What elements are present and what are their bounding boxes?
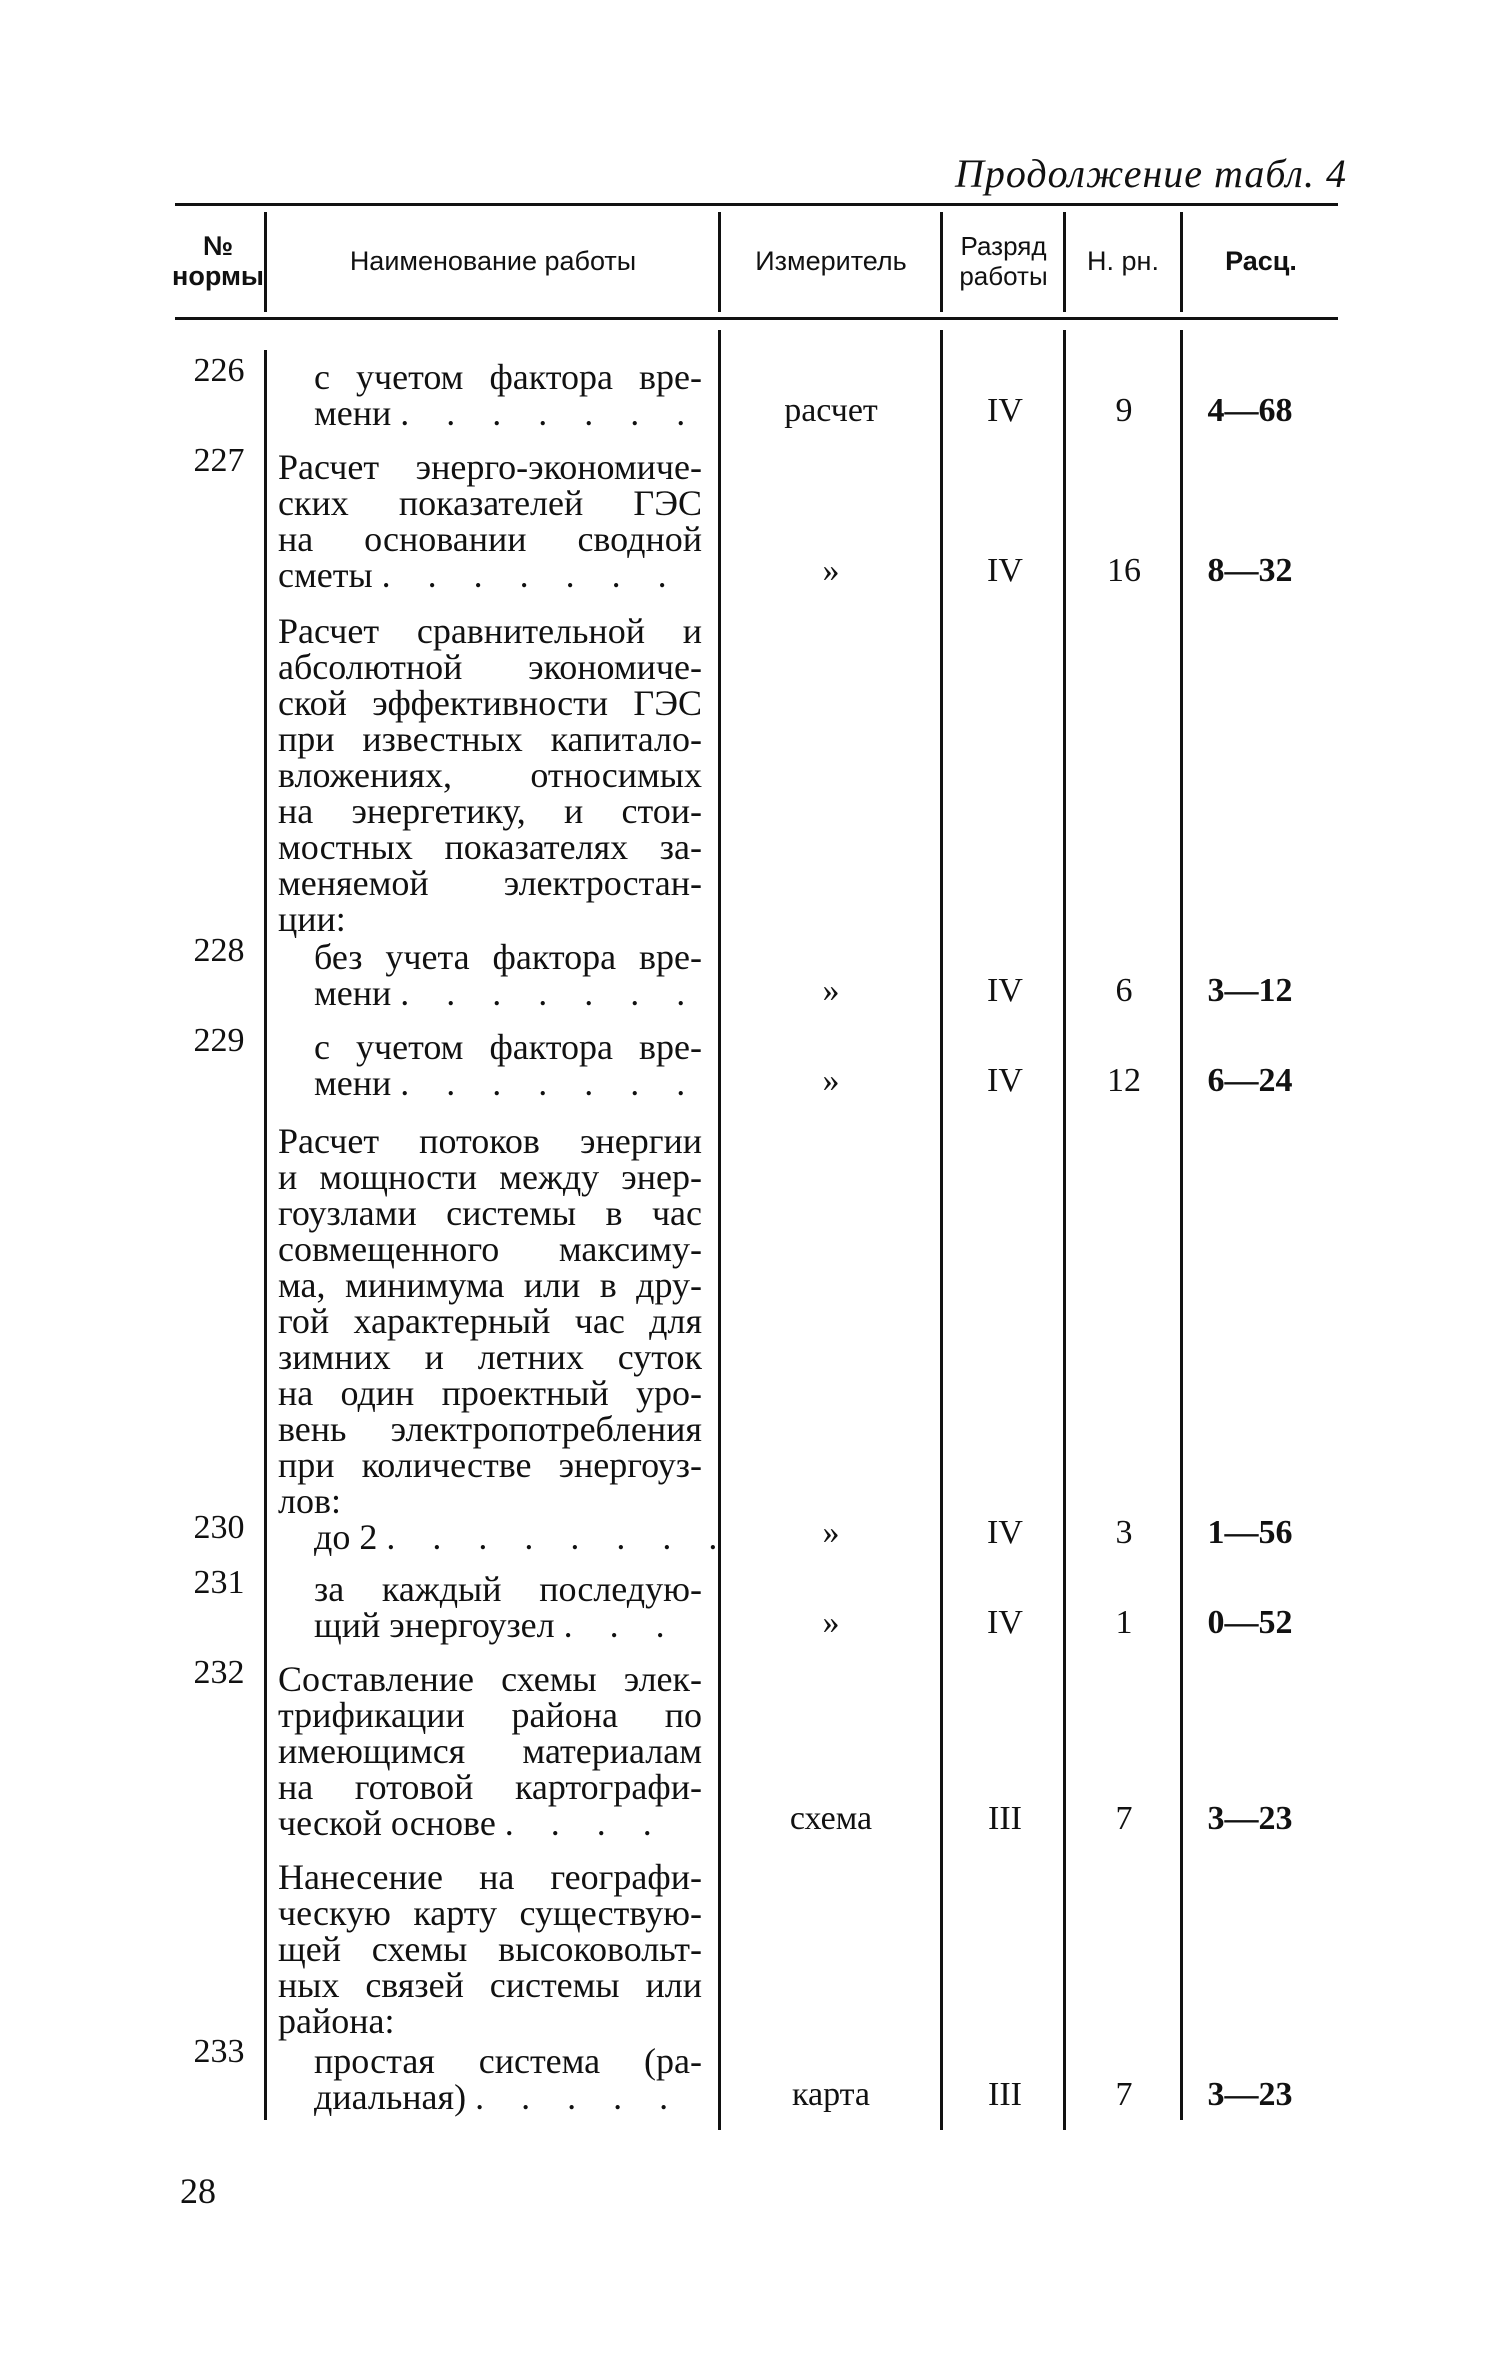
hours-cell: 6 xyxy=(1115,972,1133,1009)
work-name-text: до 2 xyxy=(314,1517,378,1557)
norm-number: 227 xyxy=(193,442,245,479)
grade-cell: III xyxy=(988,1800,1022,1837)
work-name xyxy=(278,359,702,431)
norm-number: 231 xyxy=(193,1564,245,1601)
work-name-line: гоузлами системы в час xyxy=(278,1193,702,1233)
work-name-line: Составление схемы элек- xyxy=(278,1659,702,1699)
dot-leader: . . . . . xyxy=(475,2077,683,2117)
hours-cell: 7 xyxy=(1115,1800,1133,1837)
work-name-line: абсолютной экономиче- xyxy=(278,647,702,687)
rate-cell: 4—68 xyxy=(1207,392,1293,429)
hours-cell: 7 xyxy=(1115,2076,1133,2113)
header-number-label: нормы xyxy=(172,261,264,291)
work-name-line: с учетом фактора вре- xyxy=(314,357,702,397)
header-number-symbol: № xyxy=(202,231,234,261)
work-name-line xyxy=(278,975,702,1011)
column-divider xyxy=(1063,330,1066,2130)
header-divider xyxy=(1180,212,1183,312)
grade-cell: IV xyxy=(987,552,1023,589)
norm-number: 229 xyxy=(193,1022,245,1059)
work-name-line xyxy=(278,2079,702,2115)
header-divider xyxy=(718,212,721,312)
dot-leader: . . . . . . . xyxy=(381,555,681,595)
work-name-line: трификации района по xyxy=(278,1695,702,1735)
work-name-line: и мощности между энер- xyxy=(278,1157,702,1197)
work-name xyxy=(278,1029,702,1101)
column-divider xyxy=(264,350,267,2120)
hours-cell: 9 xyxy=(1115,392,1133,429)
work-name-line: при известных капитало- xyxy=(278,719,702,759)
rate-cell: 6—24 xyxy=(1207,1062,1293,1099)
work-name-line xyxy=(278,1065,702,1101)
measure-cell: » xyxy=(822,1062,840,1099)
work-name-line: за каждый последую- xyxy=(314,1569,702,1609)
work-name-text: щий энергоузел xyxy=(314,1605,555,1645)
work-name xyxy=(278,1517,732,1557)
work-name-line: Расчет потоков энергии xyxy=(278,1121,702,1161)
work-name-text: мени xyxy=(314,393,392,433)
work-name-line xyxy=(278,1805,702,1841)
work-name-line: вложениях, относимых xyxy=(278,755,702,795)
header-divider xyxy=(264,212,267,312)
work-name-text: ческой основе xyxy=(278,1803,496,1843)
header-grade-line1: Разряд xyxy=(960,231,1047,261)
grade-cell: IV xyxy=(987,392,1023,429)
work-name-line: имеющимся материалам xyxy=(278,1731,702,1771)
work-name-line: мостных показателях за- xyxy=(278,827,702,867)
work-name-line xyxy=(278,1517,732,1557)
work-name-line: района: xyxy=(278,2001,395,2041)
work-name-text: мени xyxy=(314,1063,392,1103)
header-divider xyxy=(940,212,943,312)
work-name xyxy=(278,939,702,1011)
grade-cell: IV xyxy=(987,1604,1023,1641)
norm-number: 230 xyxy=(193,1509,245,1546)
measure-cell: » xyxy=(822,1514,840,1551)
header-number xyxy=(172,205,264,317)
rate-cell: 8—32 xyxy=(1207,552,1293,589)
work-name-line: ских показателей ГЭС xyxy=(278,483,702,523)
work-name-line: ции: xyxy=(278,899,346,939)
work-name-line: лов: xyxy=(278,1481,341,1521)
dot-leader: . . . . . . . xyxy=(400,393,700,433)
work-name-line: ма, минимума или в дру- xyxy=(278,1265,702,1305)
work-name-line: на один проектный уро- xyxy=(278,1373,702,1413)
page-number: 28 xyxy=(180,2171,216,2211)
work-name-line: простая система (ра- xyxy=(314,2041,702,2081)
norm-number: 226 xyxy=(193,352,245,389)
work-name-line: при количестве энергоуз- xyxy=(278,1445,702,1485)
measure-cell: » xyxy=(822,552,840,589)
work-name-line: гой характерный час для xyxy=(278,1301,702,1341)
work-name-line: ческую карту существую- xyxy=(278,1893,702,1933)
rate-cell: 1—56 xyxy=(1207,1514,1293,1551)
hours-cell: 16 xyxy=(1107,552,1141,589)
hours-cell: 1 xyxy=(1115,1604,1133,1641)
column-divider xyxy=(718,330,721,2130)
header-grade xyxy=(944,205,1063,317)
work-name-text: диальная) xyxy=(314,2077,467,2117)
work-name-line: щей схемы высоковольт- xyxy=(278,1929,702,1969)
rate-cell: 3—12 xyxy=(1207,972,1293,1009)
work-name-text: сметы xyxy=(278,555,373,595)
grade-cell: III xyxy=(988,2076,1022,2113)
work-name-line: Расчет сравнительной и xyxy=(278,611,702,651)
table-caption: Продолжение табл. 4 xyxy=(954,151,1347,196)
work-name-line: без учета фактора вре- xyxy=(314,937,702,977)
work-name-line: на основании сводной xyxy=(278,519,702,559)
header-hours: Н. рн. xyxy=(1087,246,1159,276)
work-name-line: вень электропотребления xyxy=(278,1409,702,1449)
rate-cell: 3—23 xyxy=(1207,1800,1293,1837)
grade-cell: IV xyxy=(987,1514,1023,1551)
work-name-line: совмещенного максиму- xyxy=(278,1229,702,1269)
work-name xyxy=(278,1571,702,1643)
work-group-heading xyxy=(278,1859,702,2039)
work-name-line xyxy=(278,557,702,593)
work-name-line xyxy=(278,395,702,431)
work-name-line: Расчет энерго-экономиче- xyxy=(278,447,702,487)
rate-cell: 0—52 xyxy=(1207,1604,1293,1641)
rate-cell: 3—23 xyxy=(1207,2076,1293,2113)
work-name-line xyxy=(278,1607,702,1643)
column-divider xyxy=(940,330,943,2130)
norm-number: 228 xyxy=(193,932,245,969)
hours-cell: 12 xyxy=(1107,1062,1141,1099)
grade-cell: IV xyxy=(987,972,1023,1009)
work-group-heading xyxy=(278,1123,702,1519)
dot-leader: . . . . xyxy=(504,1803,666,1843)
work-name xyxy=(278,1661,702,1841)
work-name-line: меняемой электростан- xyxy=(278,863,702,903)
measure-cell: расчет xyxy=(784,392,878,429)
work-name xyxy=(278,449,702,593)
work-name-line: на готовой картографи- xyxy=(278,1767,702,1807)
measure-cell: » xyxy=(822,1604,840,1641)
header-bottom-rule xyxy=(175,317,1338,320)
work-name-line: с учетом фактора вре- xyxy=(314,1027,702,1067)
norm-number: 233 xyxy=(193,2033,245,2070)
measure-cell: схема xyxy=(789,1800,873,1837)
work-name-line: Нанесение на географи- xyxy=(278,1857,702,1897)
work-name-line: зимних и летних суток xyxy=(278,1337,702,1377)
dot-leader: . . . xyxy=(563,1605,679,1645)
dot-leader: . . . . . . . . xyxy=(386,1517,732,1557)
hours-cell: 3 xyxy=(1115,1514,1133,1551)
header-grade-line2: работы xyxy=(959,261,1048,291)
header-name: Наименование работы xyxy=(349,246,637,276)
norm-number: 232 xyxy=(193,1654,245,1691)
dot-leader: . . . . . . . xyxy=(400,973,700,1013)
measure-cell: карта xyxy=(791,2076,870,2113)
dot-leader: . . . . . . . xyxy=(400,1063,700,1103)
work-name-line: ской эффективности ГЭС xyxy=(278,683,702,723)
work-group-heading xyxy=(278,613,702,937)
work-name-text: мени xyxy=(314,973,392,1013)
grade-cell: IV xyxy=(987,1062,1023,1099)
measure-cell: » xyxy=(822,972,840,1009)
work-name xyxy=(278,2043,702,2115)
work-name-line: на энергетику, и стои- xyxy=(278,791,702,831)
header-measure: Измеритель xyxy=(755,246,907,276)
column-divider xyxy=(1180,330,1183,2120)
header-rate: Расц. xyxy=(1225,246,1297,276)
work-name-line: ных связей системы или xyxy=(278,1965,702,2005)
